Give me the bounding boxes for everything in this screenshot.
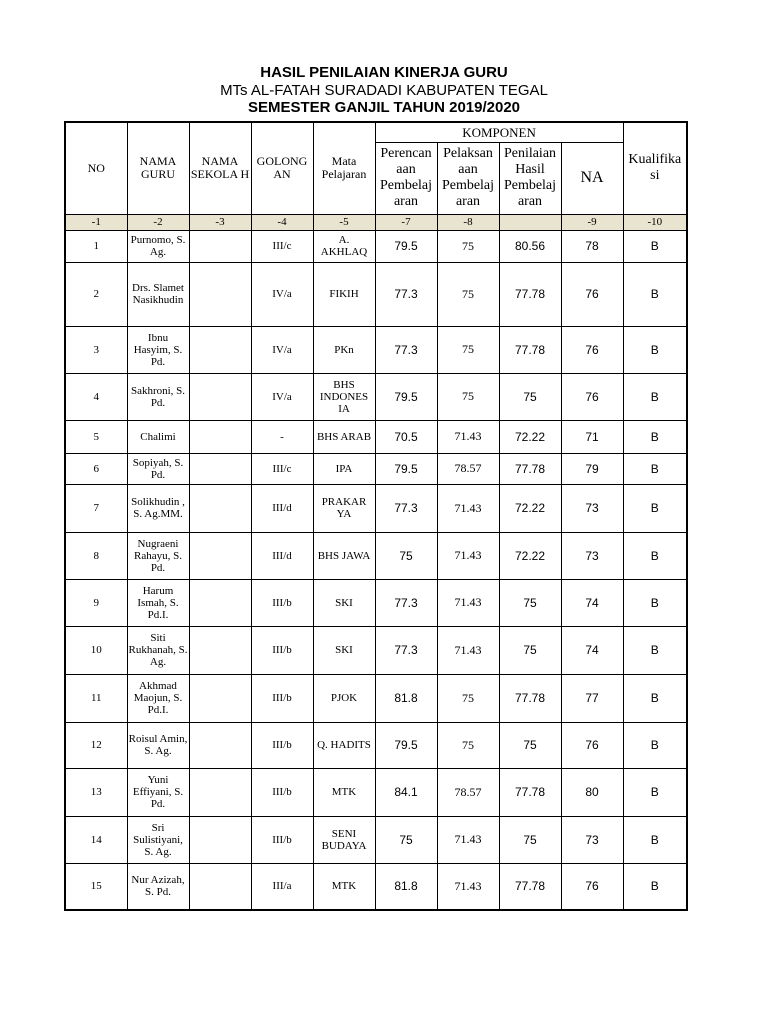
cell-pelaksanaan: 75	[437, 373, 499, 420]
cell-na: 76	[561, 262, 623, 326]
cell-kualifikasi: B	[623, 674, 687, 722]
cell-no: 1	[65, 230, 127, 262]
cell-kualifikasi: B	[623, 768, 687, 816]
cell-mata-pelajaran: BHS JAWA	[313, 532, 375, 579]
index-cell: -10	[623, 214, 687, 230]
cell-perencanaan: 77.3	[375, 326, 437, 373]
cell-perencanaan: 81.8	[375, 674, 437, 722]
cell-no: 12	[65, 722, 127, 768]
cell-pelaksanaan: 75	[437, 722, 499, 768]
cell-golongan: IV/a	[251, 326, 313, 373]
cell-perencanaan: 79.5	[375, 373, 437, 420]
cell-golongan: III/d	[251, 484, 313, 532]
cell-kualifikasi: B	[623, 326, 687, 373]
cell-mata-pelajaran: PJOK	[313, 674, 375, 722]
cell-no: 2	[65, 262, 127, 326]
table-row	[65, 816, 687, 863]
cell-no: 9	[65, 579, 127, 626]
table-row	[65, 420, 687, 453]
cell-nama-guru: Solikhudin , S. Ag.MM.	[127, 484, 189, 532]
col-header-nama-sekolah: NAMA SEKOLA H	[189, 122, 251, 214]
cell-pelaksanaan: 71.43	[437, 816, 499, 863]
cell-na: 71	[561, 420, 623, 453]
cell-kualifikasi: B	[623, 420, 687, 453]
cell-na: 78	[561, 230, 623, 262]
cell-nama-sekolah	[189, 863, 251, 910]
cell-nama-guru: Roisul Amin, S. Ag.	[127, 722, 189, 768]
cell-mata-pelajaran: SENI BUDAYA	[313, 816, 375, 863]
cell-kualifikasi: B	[623, 626, 687, 674]
cell-kualifikasi: B	[623, 579, 687, 626]
cell-pelaksanaan: 75	[437, 230, 499, 262]
cell-mata-pelajaran: Q. HADITS	[313, 722, 375, 768]
cell-golongan: III/b	[251, 674, 313, 722]
cell-na: 74	[561, 626, 623, 674]
cell-mata-pelajaran: FIKIH	[313, 262, 375, 326]
cell-no: 11	[65, 674, 127, 722]
cell-na: 73	[561, 532, 623, 579]
cell-nama-guru: Yuni Effiyani, S. Pd.	[127, 768, 189, 816]
school-name: MTs AL-FATAH SURADADI KABUPATEN TEGAL	[220, 82, 548, 99]
col-header-komponen: KOMPONEN	[375, 122, 623, 142]
table-row	[65, 768, 687, 816]
cell-na: 76	[561, 373, 623, 420]
cell-nama-guru: Sopiyah, S. Pd.	[127, 453, 189, 484]
table-row	[65, 373, 687, 420]
col-header-nama-guru: NAMA GURU	[127, 122, 189, 214]
cell-na: 80	[561, 768, 623, 816]
cell-perencanaan: 79.5	[375, 453, 437, 484]
cell-na: 76	[561, 326, 623, 373]
table-row	[65, 722, 687, 768]
cell-no: 8	[65, 532, 127, 579]
cell-mata-pelajaran: SKI	[313, 579, 375, 626]
cell-kualifikasi: B	[623, 816, 687, 863]
cell-no: 6	[65, 453, 127, 484]
cell-kualifikasi: B	[623, 484, 687, 532]
cell-mata-pelajaran: SKI	[313, 626, 375, 674]
table-row	[65, 326, 687, 373]
col-header-golongan: GOLONG AN	[251, 122, 313, 214]
cell-penilaian: 75	[499, 373, 561, 420]
cell-penilaian: 77.78	[499, 262, 561, 326]
cell-penilaian: 72.22	[499, 420, 561, 453]
index-cell: -7	[375, 214, 437, 230]
cell-nama-guru: Siti Rukhanah, S. Ag.	[127, 626, 189, 674]
header-row-top	[65, 122, 687, 142]
index-cell: -2	[127, 214, 189, 230]
cell-no: 7	[65, 484, 127, 532]
cell-nama-sekolah	[189, 722, 251, 768]
cell-na: 73	[561, 816, 623, 863]
cell-mata-pelajaran: BHS INDONES IA	[313, 373, 375, 420]
cell-perencanaan: 77.3	[375, 484, 437, 532]
table-row	[65, 626, 687, 674]
cell-perencanaan: 81.8	[375, 863, 437, 910]
index-cell: -8	[437, 214, 499, 230]
cell-perencanaan: 79.5	[375, 230, 437, 262]
table-row	[65, 453, 687, 484]
cell-pelaksanaan: 71.43	[437, 579, 499, 626]
index-cell: -1	[65, 214, 127, 230]
cell-nama-guru: Sakhroni, S. Pd.	[127, 373, 189, 420]
cell-perencanaan: 70.5	[375, 420, 437, 453]
cell-nama-sekolah	[189, 768, 251, 816]
cell-kualifikasi: B	[623, 453, 687, 484]
cell-nama-sekolah	[189, 484, 251, 532]
cell-penilaian: 75	[499, 579, 561, 626]
col-header-penilaian: Penilaian Hasil Pembelaj aran	[499, 142, 561, 214]
cell-nama-sekolah	[189, 626, 251, 674]
cell-golongan: III/b	[251, 768, 313, 816]
index-cell: -5	[313, 214, 375, 230]
cell-nama-guru: Ibnu Hasyim, S. Pd.	[127, 326, 189, 373]
cell-golongan: IV/a	[251, 262, 313, 326]
cell-na: 79	[561, 453, 623, 484]
cell-perencanaan: 79.5	[375, 722, 437, 768]
cell-nama-guru: Purnomo, S. Ag.	[127, 230, 189, 262]
cell-perencanaan: 77.3	[375, 579, 437, 626]
cell-nama-sekolah	[189, 453, 251, 484]
cell-nama-guru: Nugraeni Rahayu, S. Pd.	[127, 532, 189, 579]
cell-nama-sekolah	[189, 816, 251, 863]
cell-nama-guru: Akhmad Maojun, S. Pd.I.	[127, 674, 189, 722]
cell-mata-pelajaran: PRAKAR YA	[313, 484, 375, 532]
cell-mata-pelajaran: PKn	[313, 326, 375, 373]
cell-no: 5	[65, 420, 127, 453]
cell-perencanaan: 77.3	[375, 626, 437, 674]
cell-golongan: III/b	[251, 816, 313, 863]
cell-pelaksanaan: 75	[437, 674, 499, 722]
cell-golongan: -	[251, 420, 313, 453]
cell-na: 76	[561, 863, 623, 910]
table-row	[65, 262, 687, 326]
col-header-mata-pelajaran: Mata Pelajaran	[313, 122, 375, 214]
col-header-kualifikasi: Kualifika si	[623, 122, 687, 214]
cell-penilaian: 77.78	[499, 768, 561, 816]
cell-nama-sekolah	[189, 230, 251, 262]
cell-no: 10	[65, 626, 127, 674]
index-cell	[499, 214, 561, 230]
table-body	[65, 230, 687, 910]
cell-no: 14	[65, 816, 127, 863]
cell-pelaksanaan: 78.57	[437, 768, 499, 816]
cell-pelaksanaan: 71.43	[437, 863, 499, 910]
cell-golongan: III/c	[251, 453, 313, 484]
cell-nama-guru: Chalimi	[127, 420, 189, 453]
col-header-no: NO	[65, 122, 127, 214]
index-row	[65, 214, 687, 230]
cell-pelaksanaan: 71.43	[437, 532, 499, 579]
col-header-perencanaan: Perencan aan Pembelaj aran	[375, 142, 437, 214]
cell-penilaian: 77.78	[499, 453, 561, 484]
cell-mata-pelajaran: MTK	[313, 768, 375, 816]
assessment-table	[64, 121, 688, 911]
cell-no: 15	[65, 863, 127, 910]
cell-kualifikasi: B	[623, 863, 687, 910]
cell-nama-guru: Nur Azizah, S. Pd.	[127, 863, 189, 910]
col-header-na: NA	[561, 142, 623, 214]
cell-kualifikasi: B	[623, 230, 687, 262]
cell-kualifikasi: B	[623, 532, 687, 579]
index-cell: -9	[561, 214, 623, 230]
cell-golongan: IV/a	[251, 373, 313, 420]
cell-golongan: III/a	[251, 863, 313, 910]
cell-penilaian: 75	[499, 626, 561, 674]
cell-nama-sekolah	[189, 420, 251, 453]
cell-pelaksanaan: 75	[437, 326, 499, 373]
index-cell: -3	[189, 214, 251, 230]
cell-pelaksanaan: 71.43	[437, 484, 499, 532]
cell-golongan: III/d	[251, 532, 313, 579]
cell-na: 73	[561, 484, 623, 532]
cell-pelaksanaan: 71.43	[437, 626, 499, 674]
cell-mata-pelajaran: MTK	[313, 863, 375, 910]
table-row	[65, 532, 687, 579]
cell-penilaian: 80.56	[499, 230, 561, 262]
cell-perencanaan: 75	[375, 532, 437, 579]
cell-penilaian: 75	[499, 816, 561, 863]
cell-penilaian: 77.78	[499, 326, 561, 373]
cell-pelaksanaan: 75	[437, 262, 499, 326]
cell-perencanaan: 77.3	[375, 262, 437, 326]
semester-label: SEMESTER GANJIL TAHUN 2019/2020	[247, 99, 521, 116]
cell-na: 76	[561, 722, 623, 768]
cell-golongan: III/c	[251, 230, 313, 262]
cell-nama-guru: Sri Sulistiyani, S. Ag.	[127, 816, 189, 863]
table-row	[65, 674, 687, 722]
cell-penilaian: 72.22	[499, 484, 561, 532]
cell-mata-pelajaran: IPA	[313, 453, 375, 484]
cell-nama-sekolah	[189, 532, 251, 579]
cell-kualifikasi: B	[623, 373, 687, 420]
cell-penilaian: 77.78	[499, 863, 561, 910]
cell-golongan: III/b	[251, 579, 313, 626]
table-row	[65, 484, 687, 532]
table-row	[65, 579, 687, 626]
document-title: HASIL PENILAIAN KINERJA GURU	[260, 64, 508, 81]
cell-nama-sekolah	[189, 326, 251, 373]
cell-pelaksanaan: 71.43	[437, 420, 499, 453]
cell-nama-sekolah	[189, 579, 251, 626]
cell-nama-guru: Harum Ismah, S. Pd.I.	[127, 579, 189, 626]
index-cell: -4	[251, 214, 313, 230]
document-header	[0, 64, 768, 117]
cell-na: 74	[561, 579, 623, 626]
cell-kualifikasi: B	[623, 262, 687, 326]
cell-no: 4	[65, 373, 127, 420]
cell-no: 13	[65, 768, 127, 816]
cell-nama-sekolah	[189, 373, 251, 420]
cell-kualifikasi: B	[623, 722, 687, 768]
cell-penilaian: 72.22	[499, 532, 561, 579]
cell-mata-pelajaran: BHS ARAB	[313, 420, 375, 453]
cell-nama-sekolah	[189, 262, 251, 326]
col-header-pelaksanaan: Pelaksan aan Pembelaj aran	[437, 142, 499, 214]
table-row	[65, 863, 687, 910]
cell-na: 77	[561, 674, 623, 722]
cell-perencanaan: 84.1	[375, 768, 437, 816]
cell-golongan: III/b	[251, 722, 313, 768]
cell-no: 3	[65, 326, 127, 373]
cell-perencanaan: 75	[375, 816, 437, 863]
cell-golongan: III/b	[251, 626, 313, 674]
cell-mata-pelajaran: A. AKHLAQ	[313, 230, 375, 262]
table-row	[65, 230, 687, 262]
cell-nama-sekolah	[189, 674, 251, 722]
cell-penilaian: 75	[499, 722, 561, 768]
cell-penilaian: 77.78	[499, 674, 561, 722]
cell-nama-guru: Drs. Slamet Nasikhudin	[127, 262, 189, 326]
cell-pelaksanaan: 78.57	[437, 453, 499, 484]
